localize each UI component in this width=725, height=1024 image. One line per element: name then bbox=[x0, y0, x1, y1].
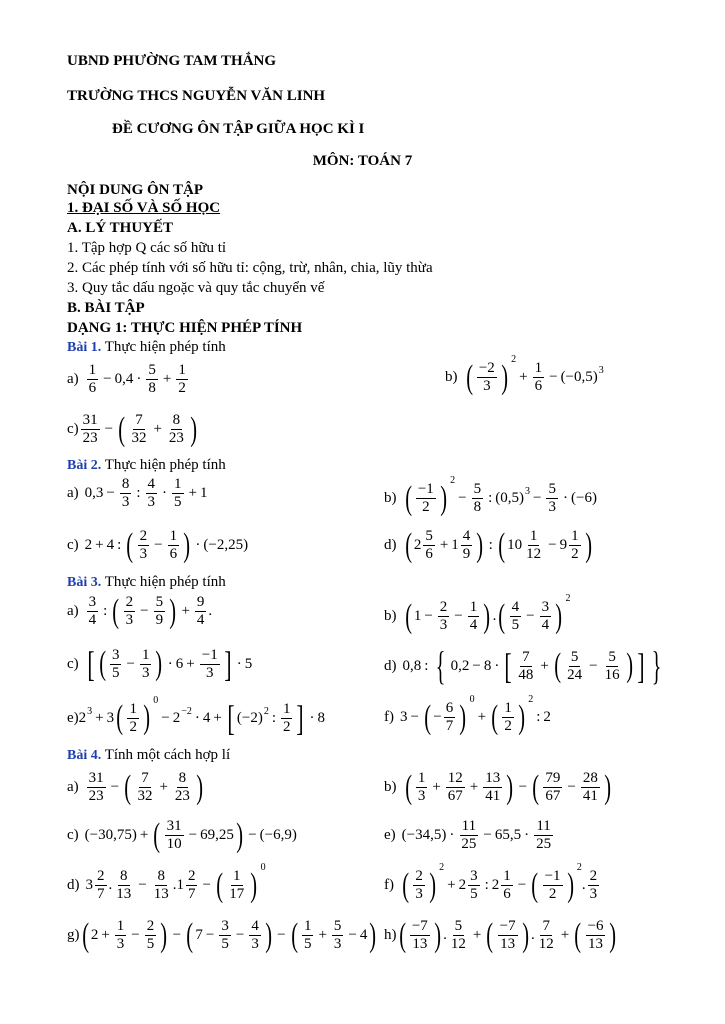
content-heading: NỘI DUNG ÔN TẬP bbox=[67, 182, 203, 198]
bai3-a-expr: a) 3 4 : ( 2 3 − $\frac{5}{9}$ ) + $\frac{9}{4}$ . bbox=[67, 592, 213, 630]
label-c: c) bbox=[67, 421, 79, 437]
theory-item-3: 3. Quy tắc dấu ngoặc và quy tắc chuyển vế bbox=[67, 280, 325, 296]
label-f: f) bbox=[384, 709, 394, 725]
document-subject: MÔN: TOÁN 7 bbox=[312, 153, 413, 169]
bai3-c-expr: c) [ ( 3 5 − $\frac{1}{3}$ ) · 6 + $\frac{-1}{3}$ ] · 5 bbox=[67, 644, 253, 684]
bai4-e-expr: e) (−34,5) · 11 25 − 65,5 · 11 25 bbox=[384, 818, 552, 852]
bai3-d-expr: d) 0,8 : { 0,2 − 8 · [ 7 48 + ( 5 24 − $\frac{5}{16}$ ) ] } bbox=[384, 643, 662, 688]
header-ubnd: UBND PHƯỜNG TAM THẮNG bbox=[67, 53, 277, 69]
label-b: b) bbox=[384, 490, 397, 506]
bai-3-heading bbox=[67, 573, 226, 592]
bai2-a-expr: a) 0,3 − $\frac{8}{3}$ : 4 3 · 1 5 + 1 bbox=[67, 476, 208, 510]
label-g: g) bbox=[67, 927, 80, 943]
bai1-c-expr: c) 31 23 − ( 7 32 + $\frac{8}{23}$ ) bbox=[67, 410, 197, 448]
bai4-b-expr: b) ( 1 3 + $\frac{12}{67}$ + $\frac{13}{41}$ ) − ( 79 67 − $\frac{28}{41}$ ) bbox=[384, 768, 611, 806]
bai4-h-expr: h) ( −7 13 ) . 5 12 + ( −7 13 ) . 7 12 + ( −6 13 ) bbox=[384, 916, 617, 954]
header-school: TRƯỜNG THCS NGUYỄN VĂN LINH bbox=[67, 88, 326, 104]
theory-item-1: 1. Tập hợp Q các số hữu tỉ bbox=[67, 240, 227, 256]
label-d: d) bbox=[67, 877, 80, 893]
bai-3-label: Bài 3. bbox=[67, 575, 102, 590]
bai-1-text: Thực hiện phép tính bbox=[104, 339, 226, 355]
bai-1-heading bbox=[67, 338, 226, 357]
bai1-b-expr: b) ( −2 3 ) 2 + $\frac{1}{6}$ − (−0,5) 3 bbox=[445, 354, 604, 396]
label-a: a) bbox=[67, 371, 79, 387]
bai-2-label: Bài 2. bbox=[67, 458, 102, 473]
bai3-e-expr: e) 2 3 + 3 ( 1 2 ) 0 − 2 −2 · 4 + [ (−2) 2 : 1 2 ] · 8 bbox=[67, 694, 325, 738]
label-d: d) bbox=[384, 657, 397, 674]
label-a: a) bbox=[67, 485, 79, 501]
bai4-a-expr: a) 31 23 − ( 7 32 + $\frac{8}{23}$ ) bbox=[67, 768, 203, 806]
bai-4-label: Bài 4. bbox=[67, 748, 102, 763]
bai4-f-expr: f) ( 2 3 ) 2 + 2 3 5 : 2 1 6 − ( −1 2 ) 2 . 2 3 bbox=[384, 862, 598, 904]
label-e: e) bbox=[384, 827, 396, 843]
label-e: e) bbox=[67, 709, 79, 726]
bai-3-text: Thực hiện phép tính bbox=[104, 574, 226, 590]
bai3-f-expr: f) 3 − ( − $\frac{6}{7}$ ) 0 + ( 1 2 ) 2 : 2 bbox=[384, 694, 551, 736]
theory-heading: A. LÝ THUYẾT bbox=[67, 220, 173, 236]
bai-1-label: Bài 1. bbox=[67, 340, 102, 355]
label-a: a) bbox=[67, 603, 79, 619]
label-c: c) bbox=[67, 827, 79, 843]
label-b: b) bbox=[384, 608, 397, 624]
bai-2-heading bbox=[67, 456, 226, 475]
bai4-c-expr: c) (−30,75) + ( 31 10 − 69,25 ) − (−6,9) bbox=[67, 816, 297, 854]
exercises-heading: B. BÀI TẬP bbox=[67, 300, 145, 316]
label-d: d) bbox=[384, 537, 397, 553]
label-b: b) bbox=[445, 369, 458, 385]
theory-item-2: 2. Các phép tính với số hữu tỉ: cộng, trừ, nhân, chia, lũy thừa bbox=[67, 260, 433, 276]
type1-heading: DẠNG 1: THỰC HIỆN PHÉP TÍNH bbox=[67, 320, 303, 336]
label-c: c) bbox=[67, 537, 79, 553]
bai-4-text: Tính một cách hợp lí bbox=[104, 747, 231, 763]
bai-4-heading bbox=[67, 746, 230, 765]
label-c: c) bbox=[67, 655, 79, 672]
bai4-d-expr: d) 3 2 7 . 8 13 − $\frac{8}{13}$ . 1 2 7 − ( 1 17 ) 0 bbox=[67, 862, 266, 904]
document-title: ĐỀ CƯƠNG ÔN TẬP GIỮA HỌC KÌ I bbox=[112, 121, 365, 137]
label-a: a) bbox=[67, 779, 79, 795]
section-algebra: 1. ĐẠI SỐ VÀ SỐ HỌC bbox=[67, 200, 221, 216]
bai4-g-expr: g) ( 2 + $\frac{1}{3}$ − $\frac{2}{5}$ ) − ( 7 − $\frac{3}{5}$ − $\frac{4}{3}$ ) − ( 1 5 + $\frac{5}{3}$ − 4 ) bbox=[67, 916, 377, 954]
bai-2-text: Thực hiện phép tính bbox=[104, 457, 226, 473]
bai3-b-expr: b) ( 1 − $\frac{2}{3}$ − $\frac{1}{4}$ ) . ( 4 5 − $\frac{3}{4}$ ) 2 bbox=[384, 593, 571, 635]
bai2-d-expr: d) ( 2 5 6 + 1 4 9 ) : ( 10 1 12 − 9 1 2 ) bbox=[384, 526, 592, 564]
bai2-c-expr: c) 2 + 4 : ( 2 3 − $\frac{1}{6}$ ) · (−2,25) bbox=[67, 526, 249, 564]
label-b: b) bbox=[384, 779, 397, 795]
label-h: h) bbox=[384, 927, 397, 943]
bai1-a-expr: a) 1 6 − 0,4 · 5 8 + $\frac{1}{2}$ bbox=[67, 362, 186, 396]
label-f: f) bbox=[384, 877, 394, 893]
bai2-b-expr: b) ( −1 2 ) 2 − $\frac{5}{8}$ : (0,5) 3 − $\frac{5}{3}$ · (−6) bbox=[384, 475, 597, 517]
